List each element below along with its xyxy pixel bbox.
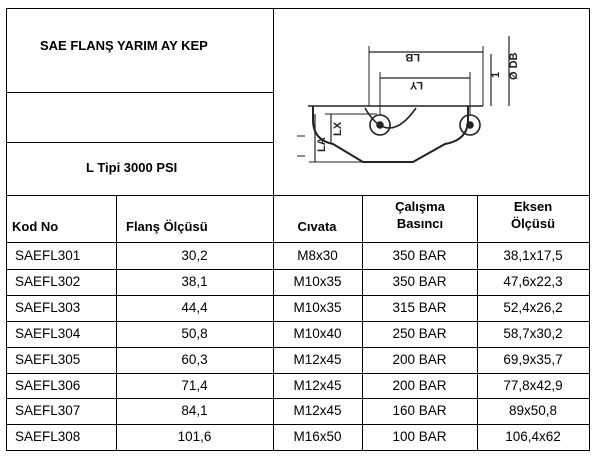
table-row [0,376,594,396]
cell-kod: SAEFL305 [15,351,81,367]
cell-eksen: 38,1x17,5 [503,248,563,263]
cell-kod: SAEFL304 [15,325,81,341]
table-row [0,298,594,318]
cell-flans: 101,6 [177,429,212,445]
cell-civata: M8x30 [297,248,338,263]
cell-civata: M10x35 [293,299,342,315]
cell-flans: 84,1 [181,403,208,419]
dim-lb-label: LB [405,51,420,63]
cell-flans: 38,1 [181,273,208,289]
table-row [0,401,594,421]
cell-civata: M16x50 [293,429,342,445]
dim-one-label: 1 [490,71,502,78]
dim-db-label: Ø DB [508,52,520,80]
col-header-civata: Cıvata [297,219,337,234]
table-row [0,427,594,447]
cell-flans: 60,3 [181,351,208,367]
dim-lx-label: LX [332,121,344,136]
dim-ly-label: LY [409,79,423,91]
cell-eksen: 89x50,8 [508,403,558,419]
cell-basinc: 100 BAR [392,429,447,445]
table-row [0,272,594,292]
col-header-basinc-line2: Basıncı [396,216,444,231]
cell-basinc: 200 BAR [392,351,447,367]
cell-basinc: 160 BAR [392,403,447,419]
cell-civata: M10x35 [293,273,342,289]
cell-flans: 71,4 [181,377,208,393]
cell-eksen: 52,4x26,2 [503,299,563,315]
cell-basinc: 350 BAR [392,273,447,289]
product-title: SAE FLANŞ YARIM AY KEP [40,38,208,53]
cell-civata: M12x45 [293,351,342,367]
cell-kod: SAEFL306 [15,377,81,393]
cell-kod: SAEFL303 [15,299,81,315]
col-header-flans: Flanş Ölçüsü [126,219,208,234]
cell-kod: SAEFL301 [15,248,81,263]
cell-basinc: 315 BAR [392,299,447,315]
cell-eksen: 58,7x30,2 [503,325,563,341]
table-row [0,350,594,370]
col-header-eksen-line2: Ölçüsü [510,216,556,231]
cell-kod: SAEFL307 [15,403,81,419]
flange-drawing [273,10,588,190]
table-row [0,324,594,344]
dim-la-label: LA [316,137,328,152]
col-header-eksen [477,198,589,238]
cell-flans: 50,8 [181,325,208,341]
cell-eksen: 69,9x35,7 [503,351,563,367]
cell-basinc: 250 BAR [392,325,447,341]
cell-civata: M10x40 [293,325,342,341]
cell-kod: SAEFL308 [15,429,81,445]
cell-flans: 44,4 [181,299,208,315]
table-row [0,246,594,266]
col-header-basinc-line1: Çalışma [395,199,445,214]
cell-civata: M12x45 [293,377,342,393]
col-header-kod: Kod No [12,219,59,234]
product-subtitle: L Tipi 3000 PSI [86,160,178,175]
col-header-eksen-line1: Eksen [513,199,553,214]
cell-basinc: 200 BAR [392,377,447,393]
cell-eksen: 77,8x42,9 [503,377,563,393]
col-header-basinc [363,198,477,238]
cell-civata: M12x45 [293,403,342,419]
cell-eksen: 106,4x62 [505,429,561,445]
cell-basinc: 350 BAR [392,248,447,263]
cell-flans: 30,2 [181,248,208,263]
cell-eksen: 47,6x22,3 [503,273,563,289]
cell-kod: SAEFL302 [15,273,81,289]
